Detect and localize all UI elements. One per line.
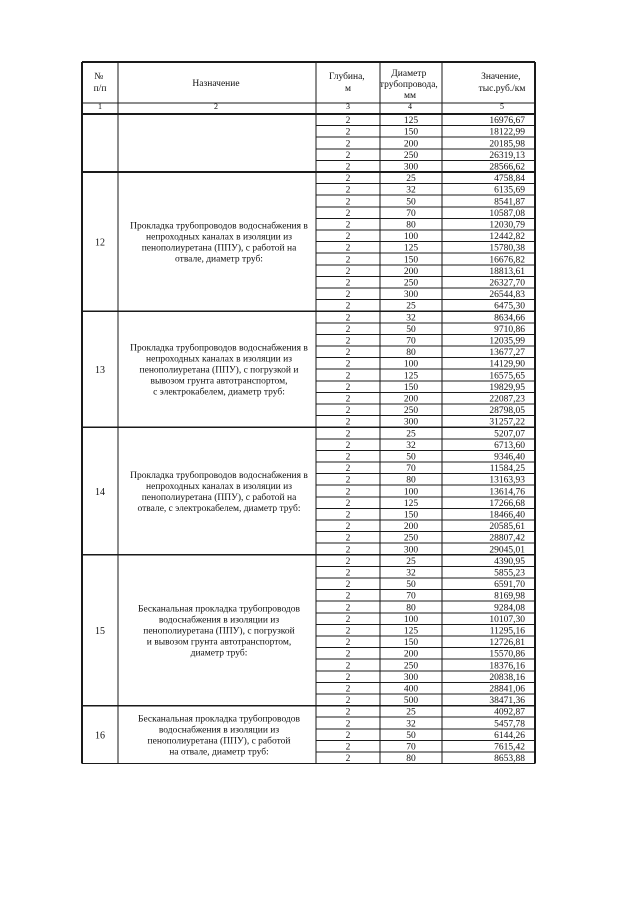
depth-cell: 2 [345,614,351,625]
description-line: пенополиуретана (ППУ), с погрузкой и [139,365,299,376]
value-cell: 26544,83 [489,290,525,301]
diameter-cell: 32 [406,440,416,451]
value-cell: 18122,99 [489,127,525,138]
diameter-cell: 80 [406,754,416,765]
depth-cell: 2 [345,649,351,660]
depth-cell: 2 [345,522,351,533]
depth-cell: 2 [345,382,351,393]
depth-cell: 2 [345,139,351,150]
value-cell: 13614,76 [489,487,525,498]
depth-cell: 2 [345,185,351,196]
index-col-3: 3 [346,102,350,111]
value-cell: 16575,65 [489,371,525,382]
header-depth: Глубина, м [328,72,365,94]
diameter-cell: 70 [406,742,416,753]
index-col-5: 5 [500,102,504,111]
table-grid [82,62,535,764]
diameter-cell: 200 [403,139,419,150]
item-number: 15 [95,626,105,638]
value-cell: 12726,81 [489,638,525,649]
diameter-cell: 25 [406,174,416,185]
value-cell: 4758,84 [494,174,525,185]
value-cell: 14129,90 [489,359,525,370]
diameter-cell: 500 [403,696,419,707]
value-cell: 16676,82 [489,255,525,266]
description-line: Бесканальная прокладка трубопроводов [137,714,301,725]
diameter-cell: 250 [403,150,419,161]
depth-cell: 2 [345,417,351,428]
value-cell: 8541,87 [494,197,525,208]
depth-cell: 2 [345,232,351,243]
value-cell: 20838,16 [489,672,525,683]
value-cell: 13677,27 [489,348,525,359]
depth-cell: 2 [345,464,351,475]
diameter-cell: 200 [403,266,419,277]
diameter-cell: 100 [403,359,419,370]
description-line: непроходных каналах в изоляции из [146,232,292,243]
diameter-cell: 25 [406,429,416,440]
diameter-cell: 50 [406,452,416,463]
description-line: пенополиуретана (ППУ), с работой на [141,243,297,254]
depth-cell: 2 [345,707,351,718]
value-cell: 28841,06 [489,684,525,695]
index-col-2: 2 [214,102,218,111]
value-cell: 6144,26 [494,730,525,741]
diameter-cell: 200 [403,522,419,533]
diameter-cell: 25 [406,556,416,567]
value-cell: 9346,40 [494,452,525,463]
value-cell: 9710,86 [494,324,525,335]
description-line: на отвале, диаметр труб: [169,747,269,758]
description-line: непроходных каналах в изоляции из [146,354,292,365]
value-cell: 15780,38 [489,243,525,254]
header-name: Назначение [192,79,240,89]
value-cell: 18376,16 [489,661,525,672]
diameter-cell: 300 [403,162,419,173]
description-line: водоснабжения в изоляции из [158,615,280,626]
depth-cell: 2 [345,243,351,254]
description-line: и вывозом грунта автотранспортом, [146,637,292,648]
description-line: водоснабжения в изоляции из [158,725,280,736]
depth-cell: 2 [345,742,351,753]
value-cell: 10587,08 [489,208,525,219]
depth-cell: 2 [345,313,351,324]
value-cell: 6135,69 [494,185,525,196]
value-cell: 26327,70 [489,278,525,289]
item-number: 16 [95,730,105,742]
value-cell: 11295,16 [489,626,525,637]
depth-cell: 2 [345,672,351,683]
depth-cell: 2 [345,394,351,405]
diameter-cell: 400 [403,684,419,695]
depth-cell: 2 [345,127,351,138]
description-line: непроходных каналах в изоляции из [146,482,292,492]
depth-cell: 2 [345,533,351,544]
diameter-cell: 100 [403,487,419,498]
diameter-cell: 70 [406,591,416,602]
diameter-cell: 70 [406,336,416,347]
value-cell: 5855,23 [494,568,525,579]
diameter-cell: 32 [406,719,416,730]
description-line: Прокладка трубопроводов водоснабжения в [130,471,308,481]
depth-cell: 2 [345,684,351,695]
value-cell: 13163,93 [489,475,525,486]
diameter-cell: 80 [406,475,416,486]
depth-cell: 2 [345,336,351,347]
diameter-cell: 250 [403,533,419,544]
depth-cell: 2 [345,626,351,637]
diameter-cell: 32 [406,568,416,579]
depth-cell: 2 [345,116,351,127]
value-cell: 26319,13 [489,150,525,161]
diameter-cell: 200 [403,394,419,405]
diameter-cell: 150 [403,510,419,521]
depth-cell: 2 [345,371,351,382]
diameter-cell: 25 [406,301,416,312]
diameter-cell: 80 [406,220,416,231]
description-line: пенополиуретана (ППУ), с работой [147,736,291,747]
diameter-cell: 250 [403,661,419,672]
depth-cell: 2 [345,452,351,463]
description-line: пенополиуретана (ППУ), с погрузкой [143,626,295,637]
depth-cell: 2 [345,638,351,649]
value-cell: 18466,40 [489,510,525,521]
depth-cell: 2 [345,591,351,602]
depth-cell: 2 [345,278,351,289]
diameter-cell: 300 [403,290,419,301]
diameter-cell: 300 [403,545,419,556]
depth-cell: 2 [345,406,351,417]
item-number: 14 [95,487,105,498]
description-line: с электрокабелем, диаметр труб: [153,387,285,398]
value-cell: 8169,98 [494,591,525,602]
depth-cell: 2 [345,475,351,486]
depth-cell: 2 [345,197,351,208]
depth-cell: 2 [345,440,351,451]
description-line: отвале, с электрокабелем, диаметр труб: [137,504,301,514]
depth-cell: 2 [345,359,351,370]
depth-cell: 2 [345,754,351,765]
value-cell: 8634,66 [494,313,525,324]
depth-cell: 2 [345,429,351,440]
diameter-cell: 125 [403,498,419,509]
value-cell: 28798,05 [489,406,525,417]
value-cell: 10107,30 [489,614,525,625]
depth-cell: 2 [345,556,351,567]
value-cell: 16976,67 [489,116,525,127]
value-cell: 5207,07 [494,429,525,440]
value-cell: 5457,78 [494,719,525,730]
value-cell: 6591,70 [494,580,525,591]
diameter-cell: 50 [406,324,416,335]
diameter-cell: 25 [406,707,416,718]
value-cell: 11584,25 [489,464,525,475]
diameter-cell: 100 [403,614,419,625]
diameter-cell: 50 [406,730,416,741]
diameter-cell: 80 [406,603,416,614]
diameter-cell: 125 [403,243,419,254]
diameter-cell: 150 [403,255,419,266]
table-body [95,116,525,764]
value-cell: 31257,22 [489,417,525,428]
diameter-cell: 125 [403,626,419,637]
diameter-cell: 80 [406,348,416,359]
value-cell: 28566,62 [489,162,525,173]
description-line: диаметр труб: [190,648,248,659]
value-cell: 12442,82 [489,232,525,243]
depth-cell: 2 [345,162,351,173]
value-cell: 22087,23 [489,394,525,405]
depth-cell: 2 [345,661,351,672]
value-cell: 12035,99 [489,336,525,347]
depth-cell: 2 [345,290,351,301]
value-cell: 8653,88 [494,754,525,765]
depth-cell: 2 [345,510,351,521]
value-cell: 7615,42 [494,742,525,753]
index-col-4: 4 [408,102,412,111]
value-cell: 18813,61 [489,266,525,277]
value-cell: 4390,95 [494,556,525,567]
depth-cell: 2 [345,487,351,498]
description-line: Прокладка трубопроводов водоснабжения в [130,343,308,354]
depth-cell: 2 [345,545,351,556]
value-cell: 38471,36 [489,696,525,707]
description-line: вывозом грунта автотранспортом, [150,376,288,387]
diameter-cell: 150 [403,638,419,649]
diameter-cell: 150 [403,382,419,393]
depth-cell: 2 [345,696,351,707]
header-value: Значение, тыс.руб./км [478,72,526,94]
depth-cell: 2 [345,580,351,591]
diameter-cell: 50 [406,580,416,591]
value-cell: 12030,79 [489,220,525,231]
diameter-cell: 70 [406,464,416,475]
depth-cell: 2 [345,324,351,335]
depth-cell: 2 [345,348,351,359]
depth-cell: 2 [345,220,351,231]
depth-cell: 2 [345,150,351,161]
depth-cell: 2 [345,730,351,741]
item-number: 13 [95,365,105,377]
diameter-cell: 150 [403,127,419,138]
value-cell: 29045,01 [489,545,525,556]
index-col-1: 1 [98,102,102,111]
diameter-cell: 32 [406,313,416,324]
depth-cell: 2 [345,208,351,219]
value-cell: 4092,87 [494,707,525,718]
diameter-cell: 32 [406,185,416,196]
value-cell: 20185,98 [489,139,525,150]
depth-cell: 2 [345,255,351,266]
description-line: пенополиуретана (ППУ), с работой на [141,493,297,503]
diameter-cell: 50 [406,197,416,208]
value-cell: 17266,68 [489,498,525,509]
value-cell: 19829,95 [489,382,525,393]
diameter-cell: 125 [403,116,419,127]
depth-cell: 2 [345,498,351,509]
diameter-cell: 250 [403,278,419,289]
value-cell: 6475,30 [494,301,525,312]
value-cell: 9284,08 [494,603,525,614]
description-line: Бесканальная прокладка трубопроводов [137,604,301,615]
value-cell: 28807,42 [489,533,525,544]
description-line: отвале, диаметр труб: [175,254,263,265]
header-diameter: Диаметр трубопровода, мм [379,69,438,101]
depth-cell: 2 [345,719,351,730]
item-number: 12 [95,237,105,249]
diameter-cell: 300 [403,417,419,428]
description-line: Прокладка трубопроводов водоснабжения в [130,221,308,232]
header-num: № п/п [93,72,107,94]
diameter-cell: 100 [403,232,419,243]
depth-cell: 2 [345,301,351,312]
value-cell: 20585,61 [489,522,525,533]
value-cell: 6713,60 [494,440,525,451]
depth-cell: 2 [345,266,351,277]
depth-cell: 2 [345,603,351,614]
diameter-cell: 200 [403,649,419,660]
diameter-cell: 250 [403,406,419,417]
depth-cell: 2 [345,174,351,185]
depth-cell: 2 [345,568,351,579]
diameter-cell: 125 [403,371,419,382]
diameter-cell: 70 [406,208,416,219]
value-cell: 15570,86 [489,649,525,660]
diameter-cell: 300 [403,672,419,683]
